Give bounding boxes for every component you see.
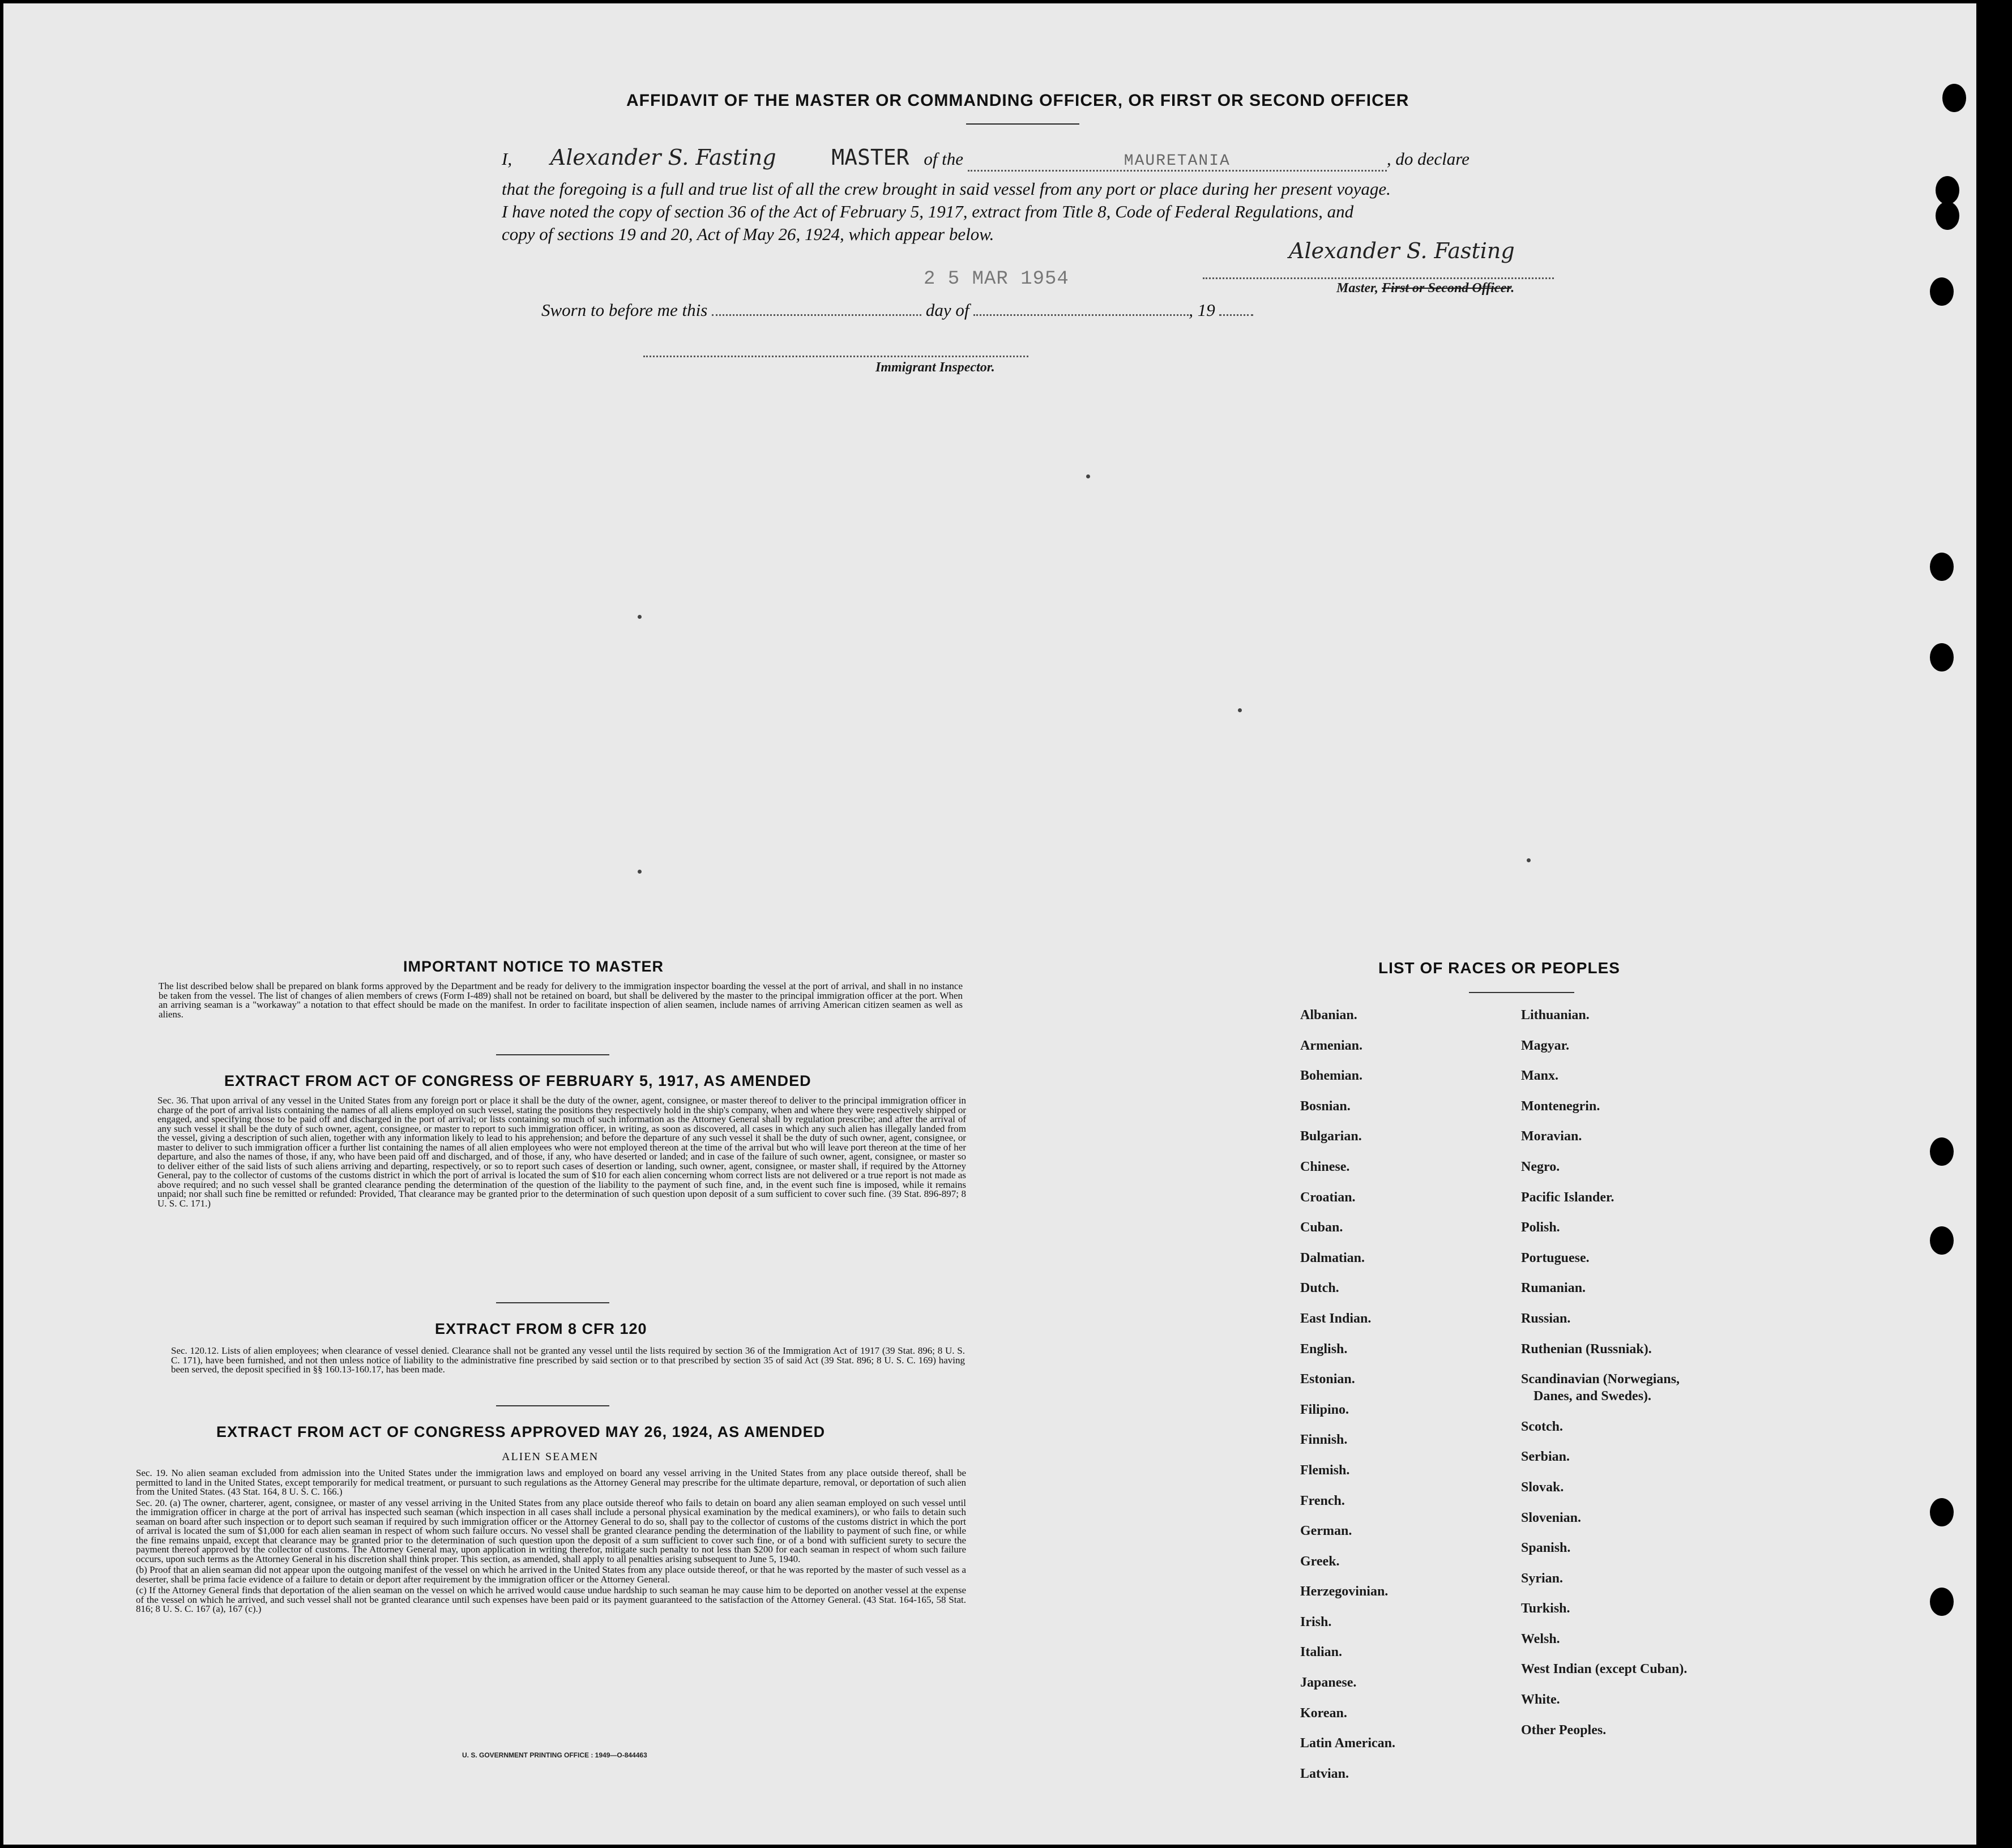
race-item: West Indian (except Cuban). xyxy=(1521,1662,1688,1677)
race-item: Polish. xyxy=(1521,1220,1560,1235)
day-of-label: day of xyxy=(925,300,969,320)
race-item: Estonian. xyxy=(1300,1372,1355,1387)
sworn-month-field xyxy=(973,314,1189,316)
race-item: French. xyxy=(1300,1493,1345,1508)
master-signature: Alexander S. Fasting xyxy=(550,145,776,170)
punch-hole xyxy=(1930,553,1954,581)
extract-1924-paragraph: Sec. 20. (a) The owner, charterer, agent, consignee, or master of any vessel arriving in the United States from any place outside thereof who fails to detain on board any alien seaman employed on such vessel until the immigration officer in charge at the port of arrival has inspected such seaman (which inspection in all cases shall include a personal physical examination by the medical examiners), or who fails to detain such seaman on board after such inspection or to deport such seaman if required by such immigration officer or the Attorney General to do so, shall pay to the collector of customs of the customs district in which the port of arrival is located the sum of $1,000 for each alien seaman in respect of whom such failure occurs. No vessel shall be granted clearance pending the determination of the liability to payment of such fine, or while the fine remains unpaid, except that clearance may be granted prior to the determination of such question upon the deposit of a sum sufficient to cover such fine, or of a bond with sufficient surety to secure the payment thereof approved by the collector of customs. The Attorney General may, upon application in writing therefor, mitigate such penalty to not less than $200 for each seaman in respect of whom such failure occurs, upon such terms as the Attorney General in his discretion shall think proper. This section, as amended, shall apply to all penalties arising subsequent to June 5, 1940. xyxy=(136,1497,966,1564)
race-item: Moravian. xyxy=(1521,1129,1582,1144)
race-item: Danes, and Swedes). xyxy=(1533,1389,1652,1404)
race-item: Portuguese. xyxy=(1521,1250,1590,1265)
punch-hole xyxy=(1930,1588,1954,1616)
races-title: LIST OF RACES OR PEOPLES xyxy=(1378,959,1620,977)
race-item: Armenian. xyxy=(1300,1038,1362,1053)
extract-1917-body xyxy=(157,1096,966,1210)
race-item: German. xyxy=(1300,1524,1352,1539)
of-the-label: of the xyxy=(924,149,964,169)
section-divider xyxy=(496,1405,609,1406)
races-left-column xyxy=(1300,1007,1395,1795)
race-item: Latin American. xyxy=(1300,1736,1395,1751)
vessel-name: MAURETANIA xyxy=(1124,152,1231,170)
notice-paragraph: The list described below shall be prepared on blank forms approved by the Department and be ready for delivery to the immigration inspector boarding the vessel at the port of arrival, and shall in no instance be taken from the vessel. The list of changes of alien members of crews (Form I-489) shall not be retained on board, but shall be delivered by the master to the principal immigration officer at the port. When an arriving seaman is a "workaway" a notation to that effect should be made on the manifest. In order to facilitate inspection of alien seamen, include names of arriving American citizen seamen as well as aliens. xyxy=(159,981,963,1020)
race-item: Bulgarian. xyxy=(1300,1129,1362,1144)
extract-8cfr-body xyxy=(171,1346,965,1376)
punch-hole xyxy=(1930,1137,1954,1166)
race-item: Syrian. xyxy=(1521,1571,1564,1586)
race-item: Negro. xyxy=(1521,1159,1560,1174)
extract-1917-paragraph: Sec. 36. That upon arrival of any vessel in the United States from any foreign port or place it shall be the duty of the owner, agent, consignee, or master thereof to deliver to the principal immigration officer in charge of the port of arrival lists containing the names of all aliens employed on such vessel, stating the positions they respectively hold in the ship's company, when and where they were respectively shipped or engaged, and specifying those to be paid off and discharged in the port of arrival; or lists containing so much of such information as the Attorney General shall by regulation prescribe; and after the arrival of any such vessel it shall be the duty of such owner, agent, consignee, or master to report to such immigration officer, in writing, as soon as discovered, all cases in which any such alien has illegally landed from the vessel, giving a description of such alien, together with any information likely to lead to his apprehension; and before the departure of any such vessel it shall be the duty of such owner, agent, consignee, or master to deliver to such immigration officer a further list containing the names of all alien employees who were not employed thereon at the time of the arrival but who will leave port thereon at the time of her departure, and also the names of those, if any, who have been paid off and discharged, and of those, if any, who have deserted or landed; and in case of the failure of such owner, agent, consignee, or master so to deliver either of the said lists of such aliens arriving and departing, respectively, or so to report such cases of desertion or landing, such owner, agent, consignee, or master shall, if required by the Attorney General, pay to the collector of customs of the customs district in which the port of arrival is located the sum of $10 for each alien concerning whom correct lists are not delivered or a true report is not made as above required; and no such vessel shall be granted clearance pending the determination of the question of the liability to the payment of such fine, and, in the event such fine is imposed, while it remains unpaid; nor shall such fine be remitted or refunded: Provided, That clearance may be granted prior to the determination of such question upon deposit of a sum sufficient to cover such fine. (39 Stat. 896-897; 8 U. S. C. 171.) xyxy=(157,1095,966,1209)
race-item: Welsh. xyxy=(1521,1631,1560,1646)
signer-caption xyxy=(1336,281,1514,296)
race-item: Albanian. xyxy=(1300,1008,1357,1023)
printing-office-line: U. S. GOVERNMENT PRINTING OFFICE : 1949—O-844463 xyxy=(462,1751,647,1759)
title-rule xyxy=(966,123,1079,125)
race-item: Lithuanian. xyxy=(1521,1008,1590,1023)
race-item: Other Peoples. xyxy=(1521,1722,1607,1738)
punch-hole xyxy=(1936,202,1959,230)
race-item: Dutch. xyxy=(1300,1281,1339,1296)
punch-hole xyxy=(1930,277,1954,306)
bleed-dot xyxy=(1086,474,1090,478)
bleed-dot xyxy=(638,870,642,874)
signer-caption-struck: First or Second Officer xyxy=(1382,281,1511,296)
race-item: Flemish. xyxy=(1300,1462,1350,1478)
alien-seamen-subtitle: ALIEN SEAMEN xyxy=(502,1451,599,1463)
races-rule xyxy=(1469,992,1574,993)
bleed-dot xyxy=(1238,708,1242,712)
section-divider xyxy=(496,1302,609,1303)
signature-line xyxy=(1203,277,1554,279)
sworn-line xyxy=(541,300,1253,320)
date-stamp: 2 5 MAR 1954 xyxy=(924,268,1069,290)
affidavit-line-4: copy of sections 19 and 20, Act of May 26, 1924, which appear below. xyxy=(502,224,994,244)
race-item: Latvian. xyxy=(1300,1766,1349,1781)
affidavit-title: AFFIDAVIT OF THE MASTER OR COMMANDING OFFICER, OR FIRST OR SECOND OFFICER xyxy=(626,91,1409,110)
race-item: Ruthenian (Russniak). xyxy=(1521,1341,1652,1357)
race-item: Chinese. xyxy=(1300,1159,1350,1174)
affidavit-line-2: that the foregoing is a full and true list of all the crew brought in said vessel from any port or place during her present voyage. xyxy=(502,179,1391,199)
inspector-caption: Immigrant Inspector. xyxy=(875,360,995,375)
race-item: Magyar. xyxy=(1521,1038,1570,1053)
vessel-name-field xyxy=(968,149,1387,172)
race-item: Cuban. xyxy=(1300,1220,1343,1235)
race-item: Finnish. xyxy=(1300,1432,1348,1448)
affidavit-line-3: I have noted the copy of section 36 of the Act of February 5, 1917, extract from Title 8, Code of Federal Regulations, and xyxy=(502,202,1354,221)
race-item: Irish. xyxy=(1300,1614,1332,1629)
race-item: Croatian. xyxy=(1300,1190,1356,1205)
affidavit-declaration-line xyxy=(502,145,1470,172)
race-item: Filipino. xyxy=(1300,1402,1349,1417)
extract-1924-paragraph: (b) Proof that an alien seaman did not appear upon the outgoing manifest of the vessel on which he arrived in the United States from any place outside thereof, or that he was reported by the master of such vessel as a deserter, shall be prima facie evidence of a failure to detain or deport after requirement by the immigration officer or the Attorney General. xyxy=(136,1564,966,1585)
punch-hole xyxy=(1930,1498,1954,1526)
section-divider xyxy=(496,1054,609,1055)
extract-8cfr-title: EXTRACT FROM 8 CFR 120 xyxy=(435,1320,647,1337)
sworn-day-field xyxy=(712,314,921,316)
race-item: White. xyxy=(1521,1692,1560,1708)
inspector-signature-line xyxy=(643,356,1028,357)
signer-signature: Alexander S. Fasting xyxy=(1289,238,1515,263)
race-item: Serbian. xyxy=(1521,1449,1570,1465)
race-item: East Indian. xyxy=(1300,1311,1372,1326)
extract-1924-body xyxy=(136,1469,966,1616)
punch-hole xyxy=(1942,84,1966,112)
race-item: Slovenian. xyxy=(1521,1510,1582,1525)
punch-hole xyxy=(1930,1226,1954,1255)
races-right-column xyxy=(1521,1007,1687,1752)
signer-caption-master: Master, xyxy=(1336,281,1379,296)
year-prefix: , 19 xyxy=(1189,300,1215,320)
extract-8cfr-paragraph: Sec. 120.12. Lists of alien employees; when clearance of vessel denied. Clearance shall not be granted any vessel until the lists required by section 36 of the Immigration Act of 1917 (39 Stat. 896; 8 U. S. C. 171), have been furnished, and not then unless notice of liability to the administrative fine prescribed by said section or to that prescribed by section 35 of said Act (39 Stat. 896; 8 U. S. C. 169) having been served, the deposit specified in §§ 160.13-160.17, has been made. xyxy=(171,1345,965,1375)
race-item: Greek. xyxy=(1300,1554,1340,1569)
race-item: Dalmatian. xyxy=(1300,1250,1365,1265)
race-item: Bosnian. xyxy=(1300,1098,1351,1114)
race-item: Bohemian. xyxy=(1300,1068,1363,1084)
race-item: Spanish. xyxy=(1521,1541,1571,1556)
extract-1924-title: EXTRACT FROM ACT OF CONGRESS APPROVED MAY 26, 1924, AS AMENDED xyxy=(216,1423,826,1440)
sworn-label: Sworn to before me this xyxy=(541,300,708,320)
race-item: Herzegovinian. xyxy=(1300,1584,1389,1599)
race-item: Rumanian. xyxy=(1521,1281,1586,1296)
race-item: Slovak. xyxy=(1521,1479,1564,1495)
signer-caption-period: . xyxy=(1511,281,1515,296)
race-item: Japanese. xyxy=(1300,1675,1357,1691)
race-item: Italian. xyxy=(1300,1645,1343,1660)
race-item: Turkish. xyxy=(1521,1601,1570,1616)
do-declare-label: , do declare xyxy=(1386,149,1470,169)
race-item: Scotch. xyxy=(1521,1419,1563,1434)
race-item: Russian. xyxy=(1521,1311,1571,1326)
punch-hole xyxy=(1930,643,1954,671)
race-item: Scandinavian (Norwegians, xyxy=(1521,1372,1680,1387)
bleed-dot xyxy=(638,615,642,619)
notice-body xyxy=(159,982,963,1021)
race-item: Montenegrin. xyxy=(1521,1098,1600,1114)
sworn-year-field xyxy=(1219,314,1253,316)
extract-1924-paragraph: Sec. 19. No alien seaman excluded from admission into the United States under the immigration laws and employed on board any vessel arriving in the United States from any place outside thereof, shall be permitted to land in the United States, except temporarily for medical treatment, or pursuant to such regulations as the Attorney General may prescribe for the ultimate departure, removal, or deportation of such alien from the United States. (43 Stat. 164, 8 U. S. C. 166.) xyxy=(136,1468,966,1497)
pronoun: I, xyxy=(502,149,512,169)
race-item: English. xyxy=(1300,1341,1348,1357)
rank-handwritten: MASTER xyxy=(831,145,909,170)
race-item: Pacific Islander. xyxy=(1521,1190,1614,1205)
document-page xyxy=(3,3,1976,1845)
extract-1924-paragraph: (c) If the Attorney General finds that deportation of the alien seaman on the vessel on which he arrived would cause undue hardship to such seaman he may cause him to be deported on another vessel at the expense of the vessel on which he arrived, and such vessel shall not be granted clearance until such expenses have been paid or its payment guaranteed to the satisfaction of the Attorney General. (43 Stat. 164-165, 58 Stat. 816; 8 U. S. C. 167 (a), 167 (c).) xyxy=(136,1585,966,1614)
race-item: Korean. xyxy=(1300,1705,1347,1721)
punch-hole xyxy=(1936,176,1959,204)
extract-1917-title: EXTRACT FROM ACT OF CONGRESS OF FEBRUARY 5, 1917, AS AMENDED xyxy=(224,1072,811,1089)
race-item: Manx. xyxy=(1521,1068,1558,1084)
notice-title: IMPORTANT NOTICE TO MASTER xyxy=(403,958,664,975)
bleed-dot xyxy=(1527,858,1531,862)
